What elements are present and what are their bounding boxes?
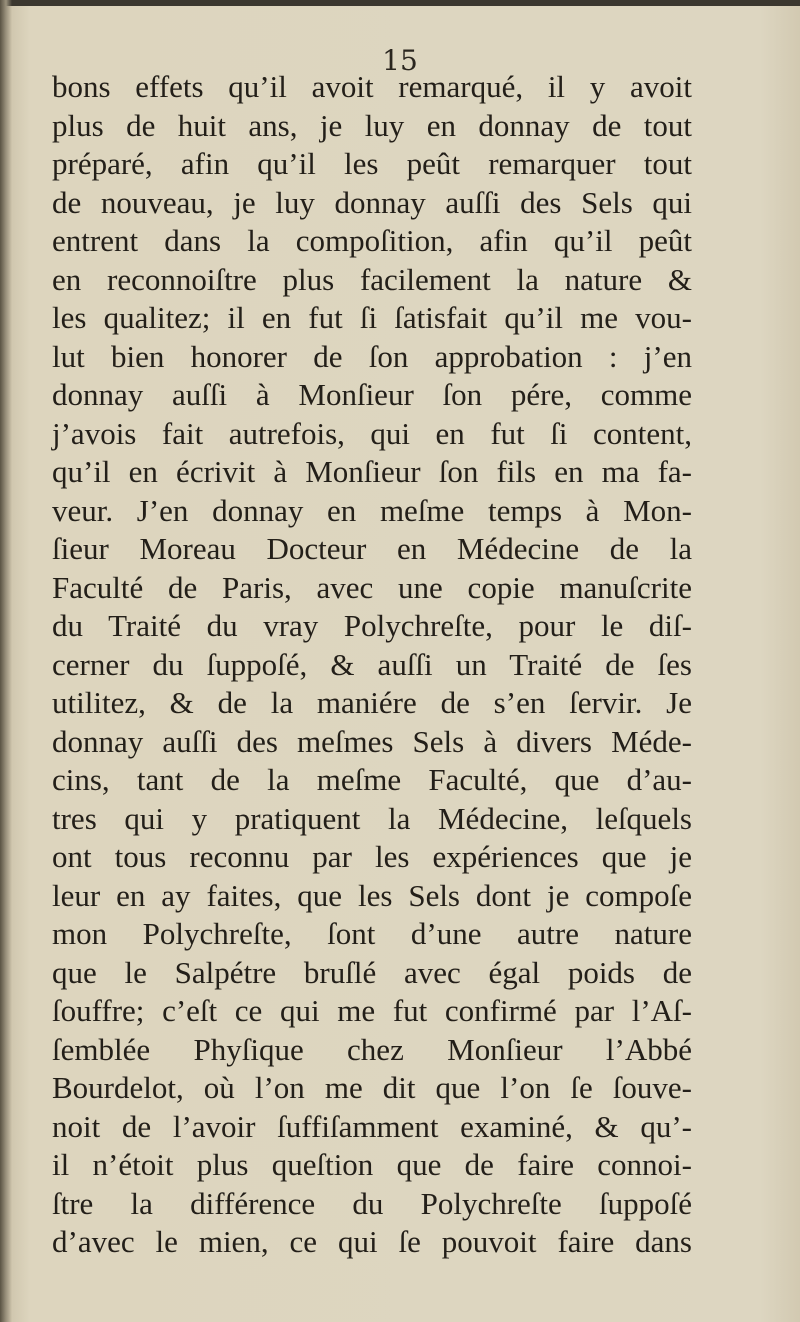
text-line: bons effets qu’il avoit remarqué, il y avoit bbox=[52, 69, 692, 104]
page-number: 15 bbox=[382, 44, 418, 77]
text-line: d’avec le mien, ce qui ſe pouvoit faire dans bbox=[52, 1224, 692, 1259]
text-line: ſtre la différence du Polychreſte ſuppoſé bbox=[52, 1185, 692, 1221]
text-line: plus de huit ans, je luy en donnay de tout bbox=[52, 107, 692, 143]
text-line: entrent dans la compoſition, afin qu’il peût bbox=[52, 223, 692, 258]
text-line: qu’il en écrivit à Monſieur ſon fils en ma fa- bbox=[52, 454, 692, 489]
text-line: il n’étoit plus queſtion que de faire connoi- bbox=[52, 1147, 692, 1182]
text-line: cins, tant de la meſme Faculté, que d’au- bbox=[52, 762, 692, 797]
page-binding-edge bbox=[0, 0, 12, 1322]
text-line: j’avois fait autrefois, qui en fut ſi content, bbox=[52, 415, 692, 451]
text-line: que le Salpétre bruſlé avec égal poids de bbox=[52, 954, 692, 990]
body-text bbox=[52, 68, 692, 1262]
text-line: ont tous reconnu par les expériences que je bbox=[52, 839, 692, 874]
text-line: préparé, afin qu’il les peût remarquer tout bbox=[52, 146, 692, 181]
text-line: veur. J’en donnay en meſme temps à Mon- bbox=[52, 492, 692, 528]
text-line: tres qui y pratiquent la Médecine, leſquels bbox=[52, 800, 692, 836]
text-line: mon Polychreſte, ſont d’une autre nature bbox=[52, 916, 692, 951]
text-line: utilitez, & de la maniére de s’en ſervir. Je bbox=[52, 685, 692, 720]
text-line: leur en ay faites, que les Sels dont je compoſe bbox=[52, 877, 692, 913]
page-top-edge bbox=[0, 0, 800, 6]
text-line: les qualitez; il en fut ſi ſatisfait qu’il me vou- bbox=[52, 300, 692, 335]
text-line: cerner du ſuppoſé, & auſſi un Traité de ſes bbox=[52, 646, 692, 682]
text-line: du Traité du vray Polychreſte, pour le diſ- bbox=[52, 608, 692, 643]
text-line: donnay auſſi à Monſieur ſon pére, comme bbox=[52, 377, 692, 412]
text-line: de nouveau, je luy donnay auſſi des Sels qui bbox=[52, 184, 692, 220]
text-line: ſemblée Phyſique chez Monſieur l’Abbé bbox=[52, 1031, 692, 1067]
text-line: ſieur Moreau Docteur en Médecine de la bbox=[52, 531, 692, 566]
text-line: lut bien honorer de ſon approbation : j’en bbox=[52, 338, 692, 374]
text-line: en reconnoiſtre plus facilement la nature & bbox=[52, 261, 692, 297]
text-line: Bourdelot, où l’on me dit que l’on ſe ſouve- bbox=[52, 1070, 692, 1105]
text-line: ſouffre; c’eſt ce qui me fut confirmé par l’Aſ- bbox=[52, 993, 692, 1028]
text-line: noit de l’avoir ſuffiſamment examiné, & qu’- bbox=[52, 1108, 692, 1144]
text-line: donnay auſſi des meſmes Sels à divers Méde- bbox=[52, 723, 692, 759]
text-line: Faculté de Paris, avec une copie manuſcrite bbox=[52, 569, 692, 605]
